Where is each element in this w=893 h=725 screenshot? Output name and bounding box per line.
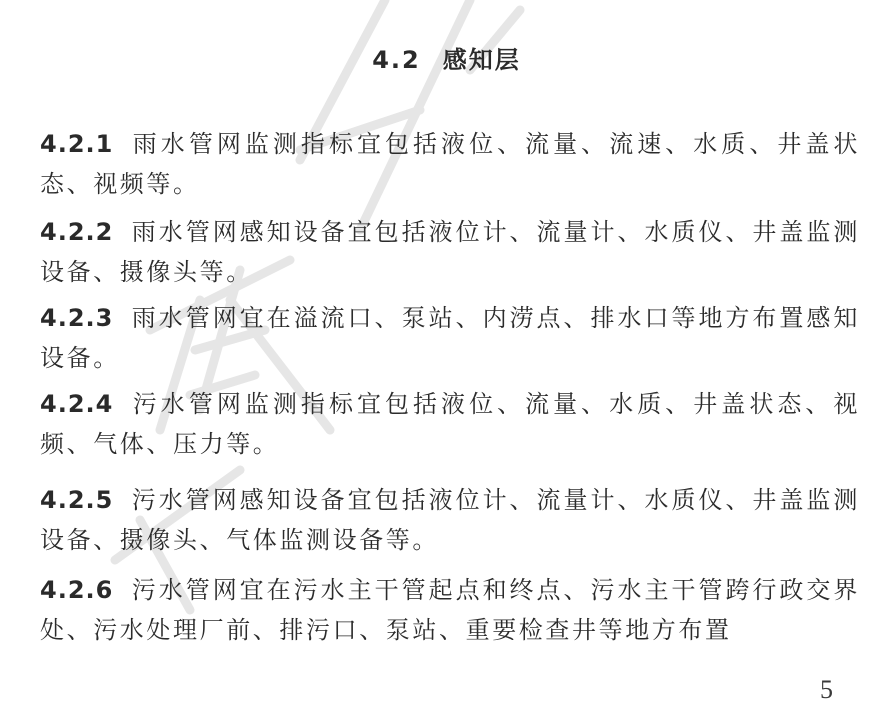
clause-text: 污水管网感知设备宜包括液位计、流量计、水质仪、井盖监测设备、摄像头、气体监测设备等。 (40, 486, 860, 554)
page-number: 5 (820, 675, 833, 704)
clause-number: 4.2.3 (40, 304, 114, 332)
clause-4-2-2 (40, 212, 860, 292)
clause-number: 4.2.2 (40, 218, 114, 246)
clause-number: 4.2.1 (40, 130, 114, 158)
section-title: 感知层 (442, 46, 521, 74)
clause-text: 雨水管网监测指标宜包括液位、流量、流速、水质、井盖状态、视频等。 (40, 130, 860, 198)
clause-4-2-5 (40, 480, 860, 560)
section-heading (0, 40, 893, 75)
clause-text: 雨水管网宜在溢流口、泵站、内涝点、排水口等地方布置感知设备。 (40, 304, 860, 372)
clause-4-2-6 (40, 570, 860, 650)
clause-text: 污水管网监测指标宜包括液位、流量、水质、井盖状态、视频、气体、压力等。 (40, 390, 860, 458)
clause-number: 4.2.5 (40, 486, 114, 514)
clause-number: 4.2.4 (40, 390, 114, 418)
section-number: 4.2 (372, 46, 421, 74)
clause-text: 污水管网宜在污水主干管起点和终点、污水主干管跨行政交界处、污水处理厂前、排污口、泵站、重要检查井等地方布置 (40, 576, 860, 644)
clause-4-2-4 (40, 384, 860, 464)
clause-4-2-1 (40, 124, 860, 204)
clause-number: 4.2.6 (40, 576, 114, 604)
clause-4-2-3 (40, 298, 860, 378)
clause-text: 雨水管网感知设备宜包括液位计、流量计、水质仪、井盖监测设备、摄像头等。 (40, 218, 860, 286)
